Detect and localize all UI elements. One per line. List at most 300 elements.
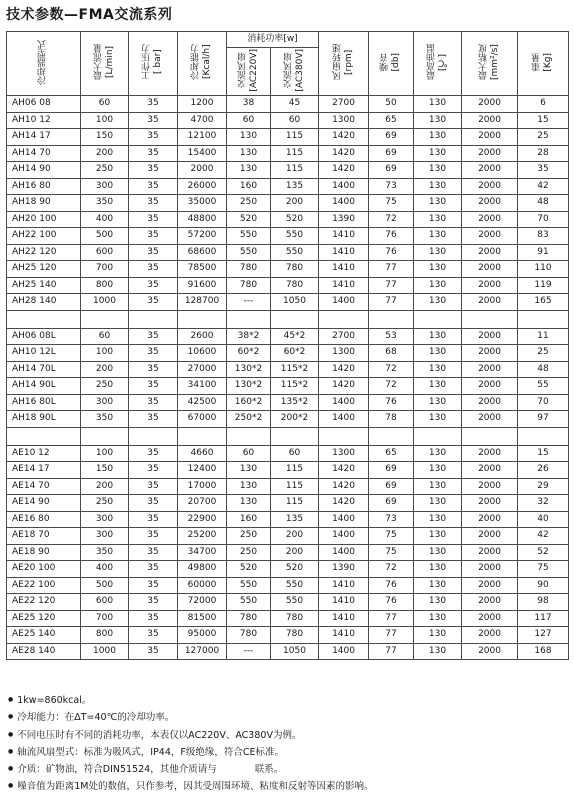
value-cell: 1410 (319, 627, 369, 644)
value-cell: 130 (414, 96, 462, 113)
value-cell: 130 (414, 345, 462, 362)
value-cell: 77 (369, 294, 414, 311)
header-power-group: 消耗功率[w] (227, 32, 319, 48)
value-cell: 800 (81, 277, 129, 294)
table-row (7, 96, 569, 113)
value-cell: 69 (369, 145, 414, 162)
model-cell: AH06 08 (7, 96, 81, 113)
value-cell: 200 (81, 478, 129, 495)
value-cell: 2000 (462, 294, 518, 311)
value-cell: 97 (518, 411, 569, 428)
value-cell: 53 (369, 328, 414, 345)
value-cell: 2000 (462, 244, 518, 261)
value-cell: 127 (518, 627, 569, 644)
value-cell: 69 (369, 495, 414, 512)
model-cell: AE14 70 (7, 478, 81, 495)
value-cell: 780 (227, 277, 271, 294)
note-item: ● 1kw=860kcal。 (8, 691, 568, 708)
table-row (7, 145, 569, 162)
value-cell: 130 (227, 129, 271, 146)
model-cell: AE16 80 (7, 511, 81, 528)
value-cell: 2000 (462, 643, 518, 660)
note-item: ● 不同电压时有不同的消耗功率，本表仅以AC220V、AC380V为例。 (8, 726, 568, 743)
value-cell: 81500 (178, 610, 227, 627)
model-cell: AH14 70L (7, 361, 81, 378)
value-cell: 700 (81, 610, 129, 627)
model-cell: AH25 140 (7, 277, 81, 294)
value-cell: 2000 (462, 462, 518, 479)
value-cell: 27000 (178, 361, 227, 378)
table-row (7, 129, 569, 146)
value-cell: 130 (414, 627, 462, 644)
empty-cell (7, 310, 81, 328)
value-cell: 2000 (462, 228, 518, 245)
value-cell: 35 (129, 495, 178, 512)
value-cell: 2000 (462, 361, 518, 378)
value-cell: 1300 (319, 445, 369, 462)
model-cell: AH16 80 (7, 178, 81, 195)
value-cell: 127000 (178, 643, 227, 660)
model-cell: AH18 90L (7, 411, 81, 428)
value-cell: 95000 (178, 627, 227, 644)
value-cell: 1400 (319, 643, 369, 660)
value-cell: 78500 (178, 261, 227, 278)
value-cell: 60 (81, 328, 129, 345)
value-cell: 1420 (319, 462, 369, 479)
value-cell: 119 (518, 277, 569, 294)
value-cell: 130 (414, 594, 462, 611)
value-cell: 69 (369, 162, 414, 179)
value-cell: 200 (271, 544, 319, 561)
note-item: ● 冷却能力：在ΔT=40℃的冷却功率。 (8, 708, 568, 725)
table-row (7, 211, 569, 228)
empty-cell (178, 427, 227, 445)
model-cell: AE14 17 (7, 462, 81, 479)
value-cell: 400 (81, 211, 129, 228)
table-row (7, 328, 569, 345)
empty-cell (462, 427, 518, 445)
value-cell: 1000 (81, 294, 129, 311)
value-cell: 68 (369, 345, 414, 362)
value-cell: 1420 (319, 129, 369, 146)
table-row (7, 627, 569, 644)
value-cell: 130 (414, 195, 462, 212)
value-cell: 35 (129, 627, 178, 644)
header-model: 冷却器型式 (7, 32, 81, 96)
value-cell: 780 (271, 627, 319, 644)
value-cell: 130 (414, 294, 462, 311)
table-row (7, 112, 569, 129)
value-cell: 2000 (462, 96, 518, 113)
model-cell: AH06 08L (7, 328, 81, 345)
table-row (7, 178, 569, 195)
value-cell: 1390 (319, 211, 369, 228)
value-cell: 130 (227, 145, 271, 162)
table-row (7, 544, 569, 561)
value-cell: 130 (227, 162, 271, 179)
value-cell: 49800 (178, 561, 227, 578)
value-cell: 25 (518, 345, 569, 362)
value-cell: 520 (227, 561, 271, 578)
value-cell: 34700 (178, 544, 227, 561)
header-flow: 最大流量 [L/min] (81, 32, 129, 96)
value-cell: 500 (81, 577, 129, 594)
value-cell: 35 (129, 610, 178, 627)
model-cell: AE10 12 (7, 445, 81, 462)
value-cell: 130 (414, 495, 462, 512)
value-cell: 77 (369, 643, 414, 660)
note-item: ● 介质：矿物油，符合DIN51524，其他介质请与 联系。 (8, 760, 568, 777)
model-cell: AH25 120 (7, 261, 81, 278)
table-row (7, 577, 569, 594)
value-cell: 2000 (462, 528, 518, 545)
value-cell: 130 (414, 211, 462, 228)
empty-cell (129, 310, 178, 328)
value-cell: 35 (129, 277, 178, 294)
value-cell: 1400 (319, 294, 369, 311)
value-cell: 130 (414, 112, 462, 129)
value-cell: 300 (81, 394, 129, 411)
value-cell: 300 (81, 528, 129, 545)
value-cell: 250 (227, 528, 271, 545)
value-cell: 34100 (178, 378, 227, 395)
value-cell: 500 (81, 228, 129, 245)
value-cell: 1300 (319, 112, 369, 129)
value-cell: 550 (271, 594, 319, 611)
model-cell: AE25 140 (7, 627, 81, 644)
value-cell: 35 (129, 228, 178, 245)
value-cell: 117 (518, 610, 569, 627)
empty-cell (81, 427, 129, 445)
value-cell: 130 (414, 228, 462, 245)
model-cell: AH22 120 (7, 244, 81, 261)
value-cell: 26 (518, 462, 569, 479)
model-cell: AE18 90 (7, 544, 81, 561)
header-speed: 风扇转速 [rpm] (319, 32, 369, 96)
value-cell: 2000 (462, 162, 518, 179)
table-row (7, 394, 569, 411)
value-cell: 35000 (178, 195, 227, 212)
page-title: 技术参数—FMA交流系列 (6, 7, 173, 23)
value-cell: 250 (81, 378, 129, 395)
empty-cell (518, 310, 569, 328)
value-cell: 1420 (319, 361, 369, 378)
value-cell: 1420 (319, 495, 369, 512)
value-cell: 2000 (462, 112, 518, 129)
empty-cell (7, 427, 81, 445)
value-cell: 60*2 (227, 345, 271, 362)
value-cell: 1420 (319, 478, 369, 495)
value-cell: 2000 (462, 145, 518, 162)
value-cell: 2000 (462, 478, 518, 495)
value-cell: 42 (518, 178, 569, 195)
value-cell: 2000 (462, 129, 518, 146)
value-cell: 2000 (462, 577, 518, 594)
value-cell: 12400 (178, 462, 227, 479)
value-cell: 115 (271, 129, 319, 146)
value-cell: 35 (129, 478, 178, 495)
value-cell: 35 (129, 178, 178, 195)
value-cell: 35 (129, 112, 178, 129)
value-cell: 160*2 (227, 394, 271, 411)
value-cell: 128700 (178, 294, 227, 311)
value-cell: 550 (227, 244, 271, 261)
value-cell: 300 (81, 178, 129, 195)
value-cell: 2000 (462, 627, 518, 644)
value-cell: 73 (369, 511, 414, 528)
value-cell: 1400 (319, 394, 369, 411)
header-pressure: 工作压力 [ bar] (129, 32, 178, 96)
value-cell: 35 (129, 361, 178, 378)
value-cell: 1400 (319, 178, 369, 195)
value-cell: 130 (414, 511, 462, 528)
table-row (7, 511, 569, 528)
value-cell: 2000 (462, 495, 518, 512)
value-cell: 130 (414, 261, 462, 278)
value-cell: 115 (271, 162, 319, 179)
value-cell: 1400 (319, 195, 369, 212)
value-cell: 135*2 (271, 394, 319, 411)
value-cell: 550 (271, 228, 319, 245)
value-cell: 780 (227, 261, 271, 278)
value-cell: 91600 (178, 277, 227, 294)
value-cell: 400 (81, 561, 129, 578)
value-cell: 72 (369, 211, 414, 228)
value-cell: 38*2 (227, 328, 271, 345)
model-cell: AH14 90 (7, 162, 81, 179)
value-cell: 78 (369, 411, 414, 428)
value-cell: 2000 (462, 345, 518, 362)
value-cell: 35 (129, 162, 178, 179)
value-cell: 35 (129, 378, 178, 395)
value-cell: 45 (271, 96, 319, 113)
empty-cell (414, 310, 462, 328)
value-cell: 91 (518, 244, 569, 261)
value-cell: 115 (271, 495, 319, 512)
value-cell: 2000 (462, 561, 518, 578)
value-cell: 115 (271, 145, 319, 162)
value-cell: 35 (129, 211, 178, 228)
value-cell: 115*2 (271, 361, 319, 378)
value-cell: 90 (518, 577, 569, 594)
value-cell: 1300 (319, 345, 369, 362)
model-cell: AE14 90 (7, 495, 81, 512)
header-weight: 重量 [Kg] (518, 32, 569, 96)
value-cell: 35 (129, 195, 178, 212)
value-cell: 75 (369, 528, 414, 545)
table-body (7, 96, 569, 660)
value-cell: --- (227, 643, 271, 660)
value-cell: 60 (227, 445, 271, 462)
value-cell: 75 (369, 195, 414, 212)
value-cell: 1050 (271, 643, 319, 660)
value-cell: 35 (129, 462, 178, 479)
model-cell: AH10 12 (7, 112, 81, 129)
value-cell: 98 (518, 594, 569, 611)
value-cell: 35 (129, 544, 178, 561)
value-cell: 48800 (178, 211, 227, 228)
model-cell: AH14 90L (7, 378, 81, 395)
value-cell: 100 (81, 345, 129, 362)
value-cell: 72000 (178, 594, 227, 611)
value-cell: 35 (518, 162, 569, 179)
empty-cell (319, 427, 369, 445)
value-cell: 2000 (462, 195, 518, 212)
value-cell: 12100 (178, 129, 227, 146)
value-cell: 1410 (319, 594, 369, 611)
value-cell: 32 (518, 495, 569, 512)
value-cell: 2000 (462, 511, 518, 528)
value-cell: 100 (81, 445, 129, 462)
header-fan-ac220: 交流风扇 [AC220V] (227, 48, 271, 96)
value-cell: 2700 (319, 328, 369, 345)
value-cell: 780 (271, 261, 319, 278)
value-cell: 2000 (462, 394, 518, 411)
value-cell: 135 (271, 511, 319, 528)
value-cell: 250 (227, 544, 271, 561)
table-row (7, 361, 569, 378)
value-cell: 25 (518, 129, 569, 146)
empty-cell (271, 427, 319, 445)
table-row (7, 495, 569, 512)
value-cell: 130*2 (227, 378, 271, 395)
value-cell: 1400 (319, 411, 369, 428)
group-separator-row (7, 310, 569, 328)
value-cell: 780 (227, 627, 271, 644)
value-cell: 35 (129, 528, 178, 545)
value-cell: 40 (518, 511, 569, 528)
model-cell: AE25 120 (7, 610, 81, 627)
value-cell: 130 (414, 462, 462, 479)
model-cell: AH16 80L (7, 394, 81, 411)
header-fan-ac380: 交流风扇 [AC380V] (271, 48, 319, 96)
value-cell: 60*2 (271, 345, 319, 362)
value-cell: 60 (227, 112, 271, 129)
value-cell: 77 (369, 610, 414, 627)
value-cell: 350 (81, 411, 129, 428)
value-cell: 130 (414, 445, 462, 462)
value-cell: 1420 (319, 378, 369, 395)
empty-cell (178, 310, 227, 328)
value-cell: 22900 (178, 511, 227, 528)
table-row (7, 643, 569, 660)
model-cell: AE18 70 (7, 528, 81, 545)
value-cell: 83 (518, 228, 569, 245)
empty-cell (369, 310, 414, 328)
table-row (7, 445, 569, 462)
model-cell: AH14 17 (7, 129, 81, 146)
value-cell: 72 (369, 361, 414, 378)
value-cell: 75 (518, 561, 569, 578)
value-cell: 35 (129, 345, 178, 362)
value-cell: 130 (414, 129, 462, 146)
value-cell: 2000 (462, 261, 518, 278)
value-cell: 67000 (178, 411, 227, 428)
value-cell: 15 (518, 112, 569, 129)
value-cell: 520 (271, 561, 319, 578)
value-cell: 550 (271, 577, 319, 594)
table-row (7, 561, 569, 578)
value-cell: 35 (129, 96, 178, 113)
value-cell: --- (227, 294, 271, 311)
value-cell: 600 (81, 594, 129, 611)
model-cell: AH10 12L (7, 345, 81, 362)
value-cell: 69 (369, 478, 414, 495)
value-cell: 38 (227, 96, 271, 113)
value-cell: 165 (518, 294, 569, 311)
value-cell: 42500 (178, 394, 227, 411)
value-cell: 11 (518, 328, 569, 345)
model-cell: AH22 100 (7, 228, 81, 245)
value-cell: 350 (81, 195, 129, 212)
value-cell: 150 (81, 462, 129, 479)
value-cell: 70 (518, 394, 569, 411)
value-cell: 115*2 (271, 378, 319, 395)
value-cell: 200 (271, 528, 319, 545)
value-cell: 2000 (462, 610, 518, 627)
empty-cell (271, 310, 319, 328)
value-cell: 69 (369, 129, 414, 146)
group-separator-row (7, 427, 569, 445)
value-cell: 550 (227, 594, 271, 611)
value-cell: 1420 (319, 145, 369, 162)
value-cell: 4700 (178, 112, 227, 129)
empty-cell (369, 427, 414, 445)
value-cell: 130 (227, 495, 271, 512)
value-cell: 600 (81, 244, 129, 261)
value-cell: 130 (414, 145, 462, 162)
value-cell: 2000 (462, 277, 518, 294)
value-cell: 2000 (462, 445, 518, 462)
table-row (7, 528, 569, 545)
value-cell: 48 (518, 361, 569, 378)
notes-list (8, 691, 568, 795)
value-cell: 35 (129, 145, 178, 162)
value-cell: 45*2 (271, 328, 319, 345)
value-cell: 130 (414, 361, 462, 378)
value-cell: 35 (129, 129, 178, 146)
table-row (7, 195, 569, 212)
value-cell: 6 (518, 96, 569, 113)
value-cell: 520 (271, 211, 319, 228)
value-cell: 2000 (462, 594, 518, 611)
value-cell: 35 (129, 244, 178, 261)
value-cell: 130 (414, 528, 462, 545)
header-temp: 最高油温 [℃] (414, 32, 462, 96)
value-cell: 250 (227, 195, 271, 212)
header-noise: 噪音 [db] (369, 32, 414, 96)
value-cell: 1050 (271, 294, 319, 311)
value-cell: 2000 (462, 178, 518, 195)
model-cell: AH28 140 (7, 294, 81, 311)
table-row (7, 345, 569, 362)
value-cell: 4660 (178, 445, 227, 462)
table-row (7, 411, 569, 428)
value-cell: 76 (369, 244, 414, 261)
value-cell: 130 (414, 277, 462, 294)
value-cell: 42 (518, 528, 569, 545)
spec-table (6, 31, 569, 660)
value-cell: 2000 (462, 211, 518, 228)
header-viscosity: 最大粘度 [mm²/s] (462, 32, 518, 96)
model-cell: AH18 90 (7, 195, 81, 212)
value-cell: 1400 (319, 528, 369, 545)
model-cell: AE22 100 (7, 577, 81, 594)
value-cell: 1400 (319, 511, 369, 528)
value-cell: 75 (369, 544, 414, 561)
value-cell: 130 (414, 244, 462, 261)
value-cell: 2000 (462, 544, 518, 561)
